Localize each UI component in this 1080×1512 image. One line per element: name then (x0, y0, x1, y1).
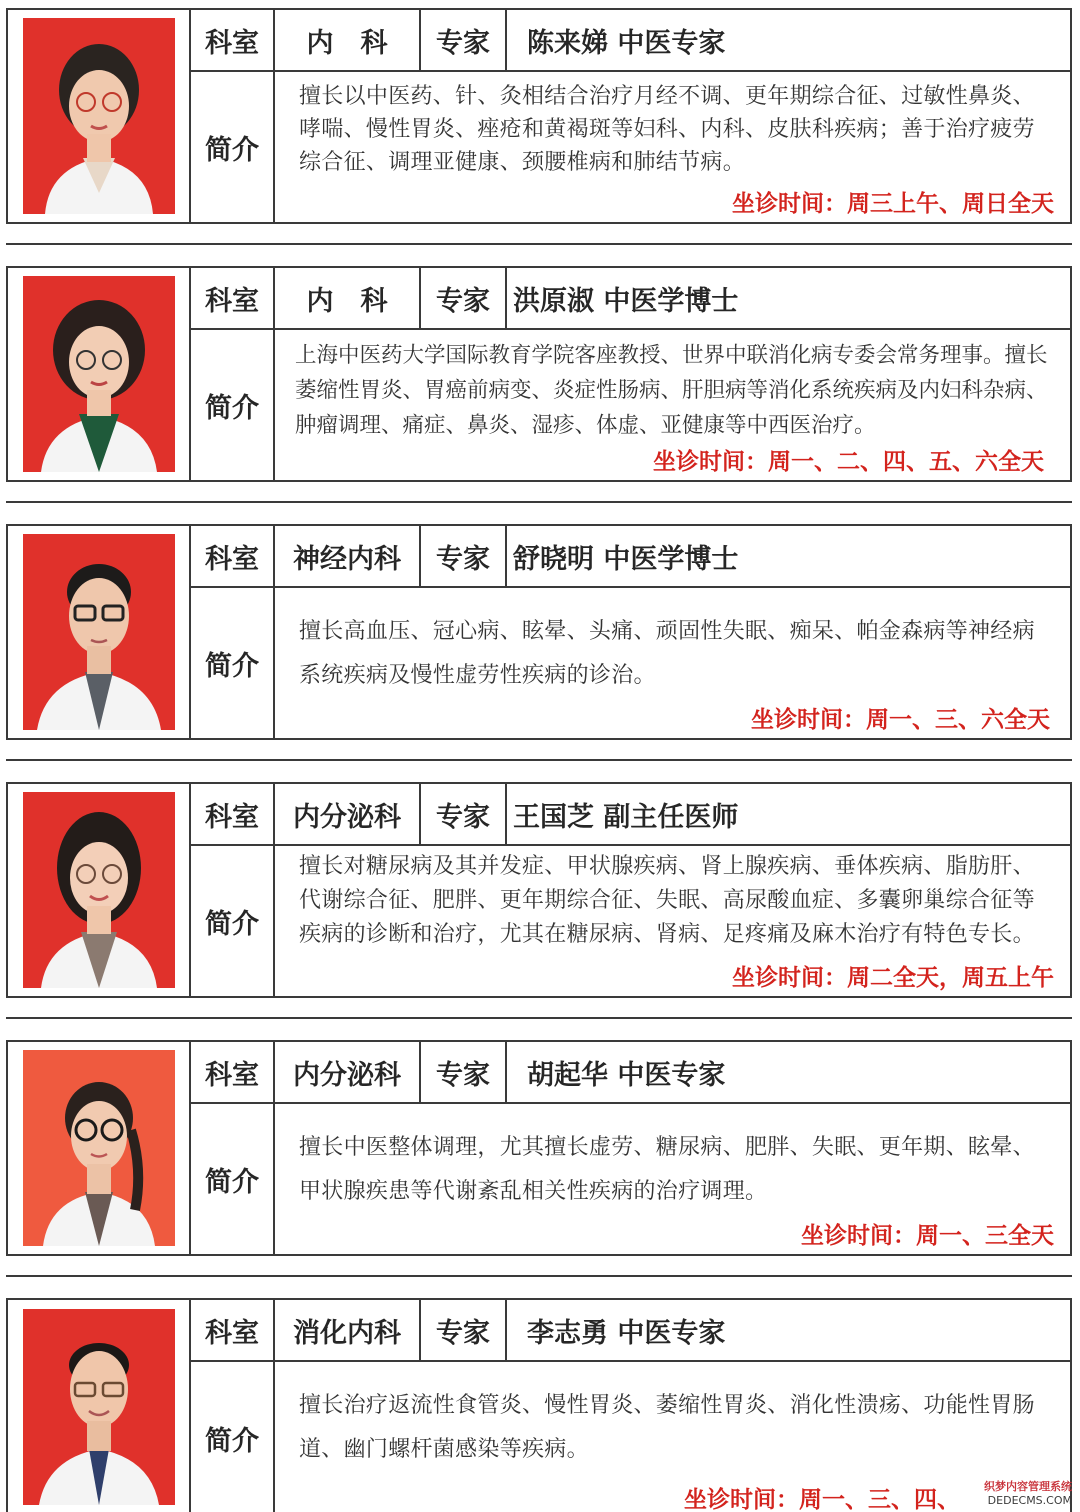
doctor-photo (23, 276, 175, 472)
section-divider (6, 1275, 1072, 1277)
doctor-card (6, 1040, 1072, 1256)
section-divider (6, 1017, 1072, 1019)
doctor-description: 擅长治疗返流性食管炎、慢性胃炎、萎缩性胃炎、消化性溃疡、功能性胃肠道、幽门螺杆菌感染等疾病。 (299, 1393, 1035, 1462)
dept-value: 内 科 (275, 10, 421, 70)
doctor-card (6, 524, 1072, 740)
watermark-line1: 织梦内容管理系统 (984, 1480, 1072, 1493)
dept-value: 消化内科 (275, 1300, 421, 1360)
dept-label: 科室 (191, 10, 275, 70)
doctor-photo (23, 18, 175, 214)
doctor-description: 擅长对糖尿病及其并发症、甲状腺疾病、肾上腺疾病、垂体疾病、脂肪肝、代谢综合征、肥胖、更年期综合征、失眠、高尿酸血症、多囊卵巢综合征等疾病的诊断和治疗，尤其在糖尿病、肾病、足疼痛及麻木治疗有特色专长。 (299, 854, 1035, 947)
dept-value: 神经内科 (275, 526, 421, 586)
watermark-line2: DEDECMS.COM (987, 1494, 1072, 1507)
dept-label: 科室 (191, 268, 275, 328)
photo-cell (8, 268, 191, 480)
expert-label: 专家 (421, 1042, 507, 1102)
dept-label: 科室 (191, 1300, 275, 1360)
clinic-time: 坐诊时间：周一、三全天 (801, 1223, 1054, 1249)
expert-label: 专家 (421, 784, 507, 844)
clinic-time: 坐诊时间：周二全天，周五上午 (732, 965, 1054, 991)
doctor-description: 擅长中医整体调理，尤其擅长虚劳、糖尿病、肥胖、失眠、更年期、眩晕、甲状腺疾患等代谢紊乱相关性疾病的治疗调理。 (299, 1135, 1035, 1204)
doctor-description: 上海中医药大学国际教育学院客座教授、世界中联消化病专委会常务理事。擅长萎缩性胃炎、胃癌前病变、炎症性肠病、肝胆病等消化系统疾病及内妇科杂病、肿瘤调理、痛症、鼻炎、湿疹、体虚、亚健康等中西医治疗。 (295, 343, 1048, 438)
intro-label: 简介 (191, 1362, 275, 1512)
section-divider (6, 501, 1072, 503)
dept-value: 内 科 (275, 268, 421, 328)
doctor-photo (23, 792, 175, 988)
dept-label: 科室 (191, 526, 275, 586)
doctor-name: 洪原淑 中医学博士 (513, 285, 739, 317)
photo-cell (8, 1042, 191, 1254)
doctor-name: 陈来娣 中医专家 (527, 27, 726, 59)
expert-label: 专家 (421, 526, 507, 586)
doctor-photo (23, 1309, 175, 1505)
photo-cell (8, 10, 191, 222)
doctor-name: 李志勇 中医专家 (527, 1317, 726, 1349)
clinic-time: 坐诊时间：周一、三、六全天 (751, 707, 1050, 733)
photo-cell (8, 1300, 191, 1512)
photo-cell (8, 526, 191, 738)
doctor-card (6, 782, 1072, 998)
intro-label: 简介 (191, 1104, 275, 1254)
section-divider (6, 759, 1072, 761)
doctor-name: 王国芝 副主任医师 (513, 801, 739, 833)
expert-label: 专家 (421, 268, 507, 328)
doctor-card (6, 8, 1072, 224)
dept-value: 内分泌科 (275, 784, 421, 844)
doctor-name: 舒晓明 中医学博士 (513, 543, 739, 575)
clinic-time: 坐诊时间：周一、三、四、 (684, 1487, 960, 1512)
doctor-photo (23, 1050, 175, 1246)
intro-label: 简介 (191, 72, 275, 222)
doctor-description: 擅长以中医药、针、灸相结合治疗月经不调、更年期综合征、过敏性鼻炎、哮喘、慢性胃炎、痤疮和黄褐斑等妇科、内科、皮肤科疾病；善于治疗疲劳综合征、调理亚健康、颈腰椎病和肺结节病。 (299, 84, 1035, 175)
doctor-name: 胡起华 中医专家 (527, 1059, 726, 1091)
dept-value: 内分泌科 (275, 1042, 421, 1102)
clinic-time: 坐诊时间：周一、二、四、五、六全天 (653, 449, 1044, 475)
doctor-card (6, 1298, 1072, 1512)
doctor-photo (23, 534, 175, 730)
doctor-card (6, 266, 1072, 482)
doctor-description: 擅长高血压、冠心病、眩晕、头痛、顽固性失眠、痴呆、帕金森病等神经病系统疾病及慢性虚劳性疾病的诊治。 (299, 619, 1035, 688)
watermark-logo (984, 1480, 1072, 1508)
photo-cell (8, 784, 191, 996)
expert-label: 专家 (421, 1300, 507, 1360)
clinic-time: 坐诊时间：周三上午、周日全天 (732, 191, 1054, 217)
dept-label: 科室 (191, 784, 275, 844)
intro-label: 简介 (191, 846, 275, 996)
intro-label: 简介 (191, 588, 275, 738)
dept-label: 科室 (191, 1042, 275, 1102)
expert-label: 专家 (421, 10, 507, 70)
intro-label: 简介 (191, 330, 275, 480)
section-divider (6, 243, 1072, 245)
